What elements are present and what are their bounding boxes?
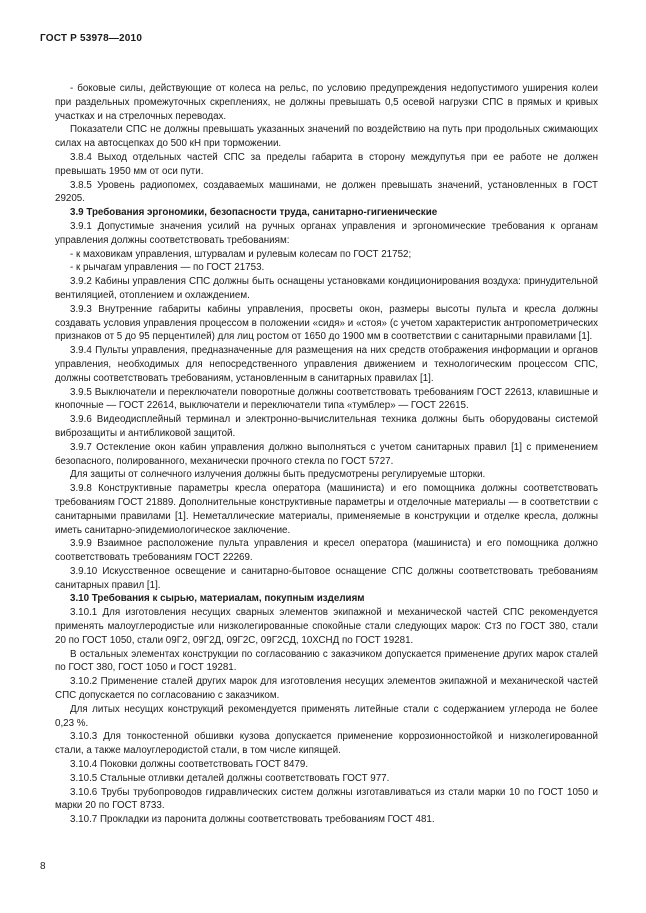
paragraph: 3.9.8 Конструктивные параметры кресла оператора (машиниста) и его помощника должны соответствовать требованиям ГОСТ 21889. Дополнительные конструктивные параметры и отделочные материалы — в соответствии с санитарными правилами [1]. Неметаллические материалы, применяемые в конструкции и отделке кресла, должны иметь санитарно-эпидемиологическое заключение. [55, 483, 598, 536]
paragraph: 3.8.5 Уровень радиопомех, создаваемых машинами, не должен превышать значений, установленных в ГОСТ 29205. [55, 179, 598, 205]
paragraph: 3.9.7 Остекление окон кабин управления должно выполняться с учетом санитарных правил [1] с применением безопасного, полированного, механически прочного стекла по ГОСТ 5727. [55, 441, 598, 467]
paragraph: 3.9.1 Допустимые значения усилий на ручных органах управления и эргономические требования к органам управления должны соответствовать требованиям: [55, 220, 598, 246]
paragraph: - к рычагам управления — по ГОСТ 21753. [70, 262, 265, 274]
paragraph: 3.9.5 Выключатели и переключатели поворотные должны соответствовать требованиям ГОСТ 22613, клавишные и кнопочные — ГОСТ 22614, выключатели и переключатели типа «тумблер» — ГОСТ 22615. [55, 386, 598, 412]
paragraph: 3.10.1 Для изготовления несущих сварных элементов экипажной и механической частей СПС рекомендуется применять малоуглеродистые или низколегированные спокойные стали следующих марок: Ст3 по ГОСТ 380, стали 20 по ГОСТ 1050, стали 09Г2, 09Г2Д, 09Г2С, 09Г2СД, 10ХСНД по ГОСТ 19281. [55, 607, 598, 646]
document-body [55, 82, 598, 827]
paragraph: В остальных элементах конструкции по согласованию с заказчиком допускается применение других марок сталей по ГОСТ 380, ГОСТ 1050 и ГОСТ 19281. [55, 648, 598, 674]
paragraph: 3.9.2 Кабины управления СПС должны быть оснащены установками кондиционирования воздуха: принудительной вентиляцией, отоплением и охлаждением. [55, 276, 598, 301]
paragraph: 3.10.2 Применение сталей других марок для изготовления несущих элементов экипажной и механической частей СПС допускается по согласованию с заказчиком. [55, 676, 598, 702]
paragraph: - боковые силы, действующие от колеса на рельс, по условию предупреждения недопустимого уширения колеи при раздельных промежуточных скреплениях, не должны превышать 0,5 осевой нагрузки СПС в прямых и кривых участках и на стрелочных переводах. [55, 83, 598, 122]
section-heading: 3.9 Требования эргономики, безопасности труда, санитарно-гигиенические [70, 207, 438, 219]
paragraph: Показатели СПС не должны превышать указанных значений по воздействию на путь при продольных сжимающих силах на автосцепках до 500 кН при торможении. [55, 124, 598, 150]
doc-header-number: ГОСТ Р 53978—2010 [40, 33, 143, 44]
paragraph: - к маховикам управления, штурвалам и рулевым колесам по ГОСТ 21752; [70, 248, 412, 260]
page-number: 8 [40, 861, 46, 872]
paragraph: 3.10.6 Трубы трубопроводов гидравлических систем должны изготавливаться из стали марки 10 по ГОСТ 1050 и марки 20 по ГОСТ 8733. [55, 786, 598, 812]
paragraph: 3.10.4 Поковки должны соответствовать ГОСТ 8479. [70, 759, 309, 771]
paragraph: 3.10.5 Стальные отливки деталей должны соответствовать ГОСТ 977. [70, 772, 390, 784]
section-heading: 3.10 Требования к сырью, материалам, покупным изделиям [70, 593, 365, 605]
paragraph: 3.8.4 Выход отдельных частей СПС за пределы габарита в сторону междупутья при ее работе не должен превышать 1950 мм от оси пути. [55, 151, 598, 177]
paragraph: 3.9.3 Внутренние габариты кабины управления, просветы окон, размеры высоты пульта и кресла должны создавать условия управления процессом в положении «сидя» и «стоя» (с учетом характеристик антропометрических признаков от 5 до 95 перцентилей) для лиц ростом от 1650 до 1900 мм в соответствии с санитарными правилами [1]. [55, 303, 598, 343]
paragraph: 3.10.3 Для тонкостенной обшивки кузова допускается применение коррозионностойкой и низколегированной стали, а также малоуглеродистой стали, в том числе кипящей. [55, 731, 598, 757]
paragraph: 3.9.10 Искусственное освещение и санитарно-бытовое оснащение СПС должны соответствовать требованиям санитарных правил [1]. [55, 565, 598, 591]
paragraph: 3.9.6 Видеодисплейный терминал и электронно-вычислительная техника должны быть оборудованы системой виброзащиты и антибликовой защитой. [55, 414, 598, 439]
paragraph: 3.9.4 Пульты управления, предназначенные для размещения на них средств отображения информации и органов управления, необходимых для непосредственного управления движением и технологическим процессом СПС, должны соответствовать требованиям, установленным в санитарных правилах [1]. [55, 345, 598, 384]
paragraph: 3.10.7 Прокладки из паронита должны соответствовать требованиям ГОСТ 481. [70, 814, 435, 826]
paragraph: Для литых несущих конструкций рекомендуется применять литейные стали с содержанием углерода не более 0,23 %. [55, 703, 598, 729]
paragraph: Для защиты от солнечного излучения должны быть предусмотрены регулируемые шторки. [70, 469, 486, 481]
paragraph: 3.9.9 Взаимное расположение пульта управления и кресел оператора (машиниста) и его помощника должно соответствовать требованиям ГОСТ 22269. [55, 538, 598, 564]
